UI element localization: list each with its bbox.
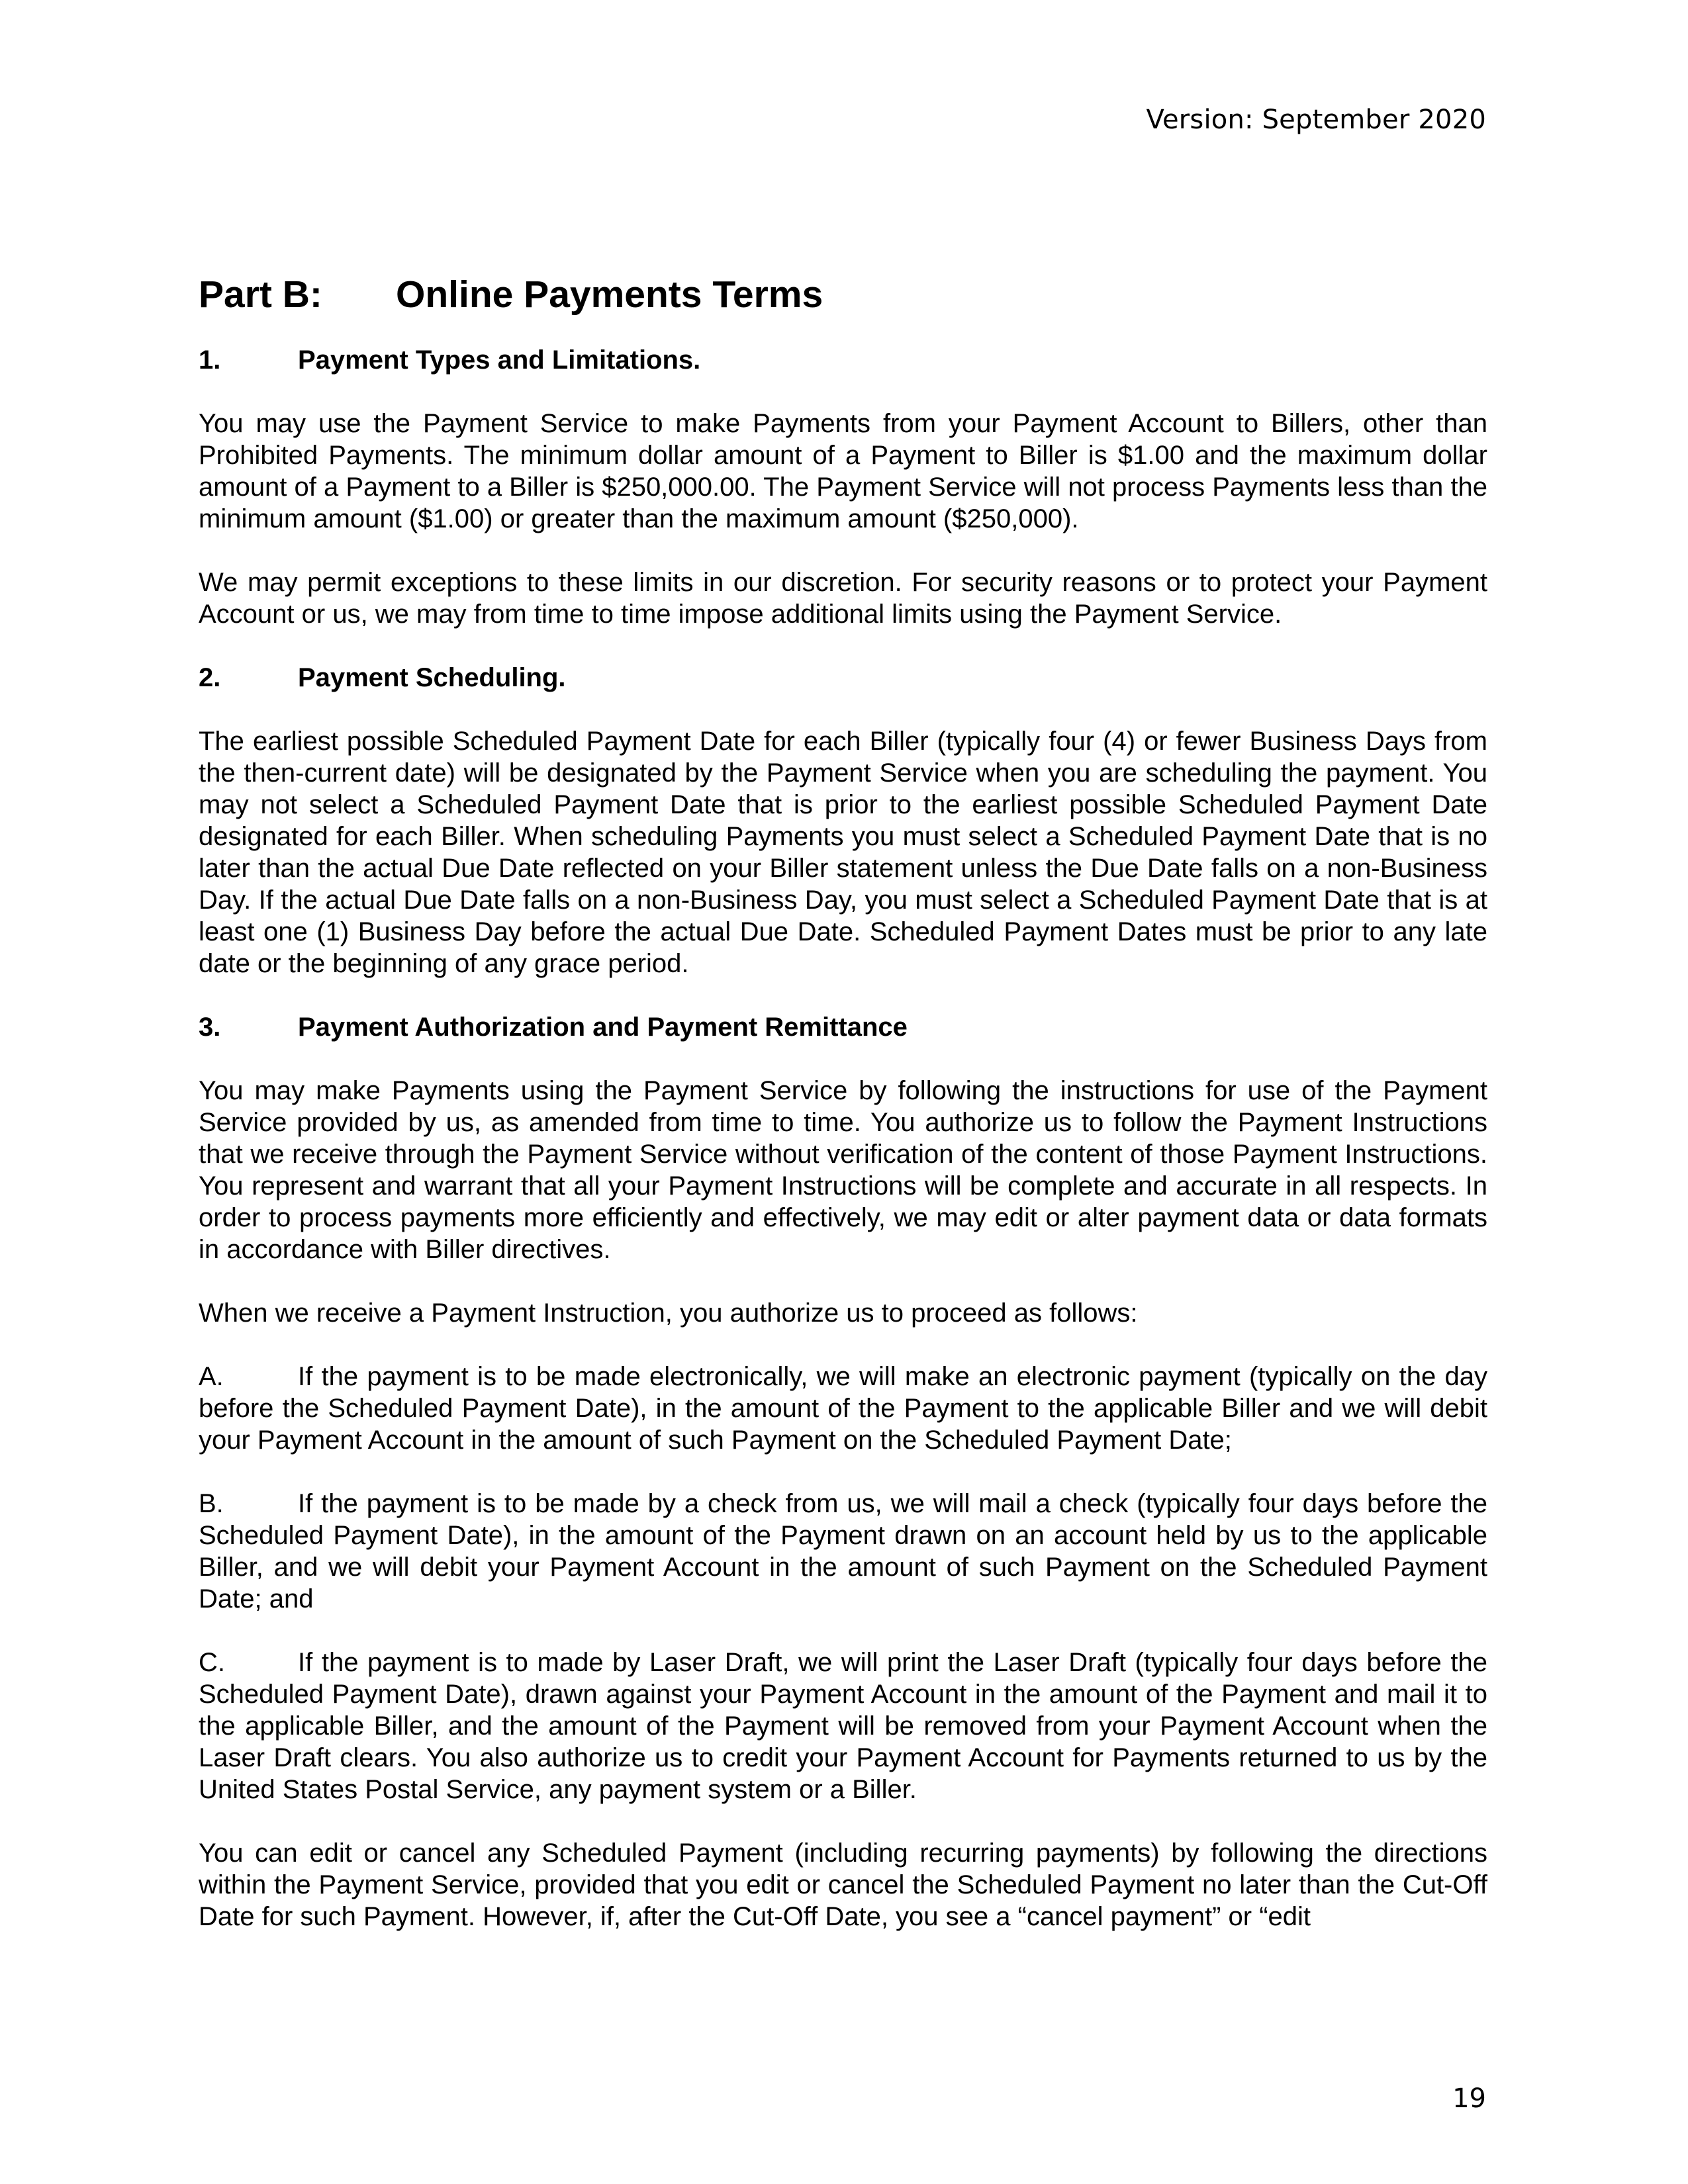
section-number: 2. xyxy=(199,663,221,692)
part-heading: Online Payments Terms xyxy=(396,273,823,316)
part-label: Part B: xyxy=(199,273,322,316)
page-number: 19 xyxy=(1452,2083,1486,2114)
section-number: 1. xyxy=(199,345,221,375)
list-marker: C. xyxy=(199,1648,225,1677)
document-body xyxy=(199,271,1487,1964)
list-item-text: If the payment is to be made by a check from us, we will mail a check (typically four days before the Scheduled Payment Date), in the amount of the Payment drawn on an account held by us to the applicable Biller, and we will debit your Payment Account in the amount of such Payment on the Scheduled Payment Date; and xyxy=(199,1489,1487,1614)
list-item-b xyxy=(199,1488,1487,1615)
paragraph: You can edit or cancel any Scheduled Payment (including recurring payments) by following the directions within the Payment Service, provided that you edit or cancel the Scheduled Payment no later than the Cut-Off Date for such Payment. However, if, after the Cut-Off Date, you see a “cancel payment” or “edit xyxy=(199,1839,1487,1931)
section-title: Payment Scheduling. xyxy=(298,663,566,692)
paragraph: We may permit exceptions to these limits in our discretion. For security reasons or to protect your Payment Account or us, we may from time to time impose additional limits using the Payment Service. xyxy=(199,568,1487,629)
version-label: Version: September 2020 xyxy=(1146,105,1486,135)
section-heading-3 xyxy=(199,1011,1487,1043)
section-heading-1 xyxy=(199,344,1487,376)
paragraph: The earliest possible Scheduled Payment Date for each Biller (typically four (4) or fewer Business Days from the then-current date) will be designated by the Payment Service when you are scheduling the payment. You may not select a Scheduled Payment Date that is prior to the earliest possible Scheduled Payment Date designated for each Biller. When scheduling Payments you must select a Scheduled Payment Date that is no later than the actual Due Date reflected on your Biller statement unless the Due Date falls on a non-Business Day. If the actual Due Date falls on a non-Business Day, you must select a Scheduled Payment Date that is at least one (1) Business Day before the actual Due Date. Scheduled Payment Dates must be prior to any late date or the beginning of any grace period. xyxy=(199,727,1487,978)
section-number: 3. xyxy=(199,1013,221,1042)
list-item-text: If the payment is to made by Laser Draft, we will print the Laser Draft (typically four days before the Scheduled Payment Date), drawn against your Payment Account in the amount of the Payment and mail it to the applicable Biller, and the amount of the Payment will be removed from your Payment Account when the Laser Draft clears. You also authorize us to credit your Payment Account for Payments returned to us by the United States Postal Service, any payment system or a Biller. xyxy=(199,1648,1487,1804)
part-title xyxy=(199,271,1487,318)
section-heading-2 xyxy=(199,662,1487,694)
list-marker: A. xyxy=(199,1362,224,1391)
list-item-text: If the payment is to be made electronically, we will make an electronic payment (typically on the day before the Scheduled Payment Date), in the amount of the Payment to the applicable Biller and we will debit your Payment Account in the amount of such Payment on the Scheduled Payment Date; xyxy=(199,1362,1487,1455)
paragraph: You may make Payments using the Payment Service by following the instructions for use of the Payment Service provided by us, as amended from time to time. You authorize us to follow the Payment Instructions that we receive through the Payment Service without verification of the content of those Payment Instructions. You represent and warrant that all your Payment Instructions will be complete and accurate in all respects. In order to process payments more efficiently and effectively, we may edit or alter payment data or data formats in accordance with Biller directives. xyxy=(199,1076,1487,1264)
section-title: Payment Authorization and Payment Remittance xyxy=(298,1013,908,1042)
list-item-a xyxy=(199,1361,1487,1456)
paragraph: You may use the Payment Service to make Payments from your Payment Account to Billers, other than Prohibited Payments. The minimum dollar amount of a Payment to Biller is $1.00 and the maximum dollar amount of a Payment to a Biller is $250,000.00. The Payment Service will not process Payments less than the minimum amount ($1.00) or greater than the maximum amount ($250,000). xyxy=(199,409,1487,533)
section-title: Payment Types and Limitations. xyxy=(298,345,701,375)
list-item-c xyxy=(199,1647,1487,1805)
paragraph: When we receive a Payment Instruction, you authorize us to proceed as follows: xyxy=(199,1298,1138,1328)
list-marker: B. xyxy=(199,1489,224,1518)
